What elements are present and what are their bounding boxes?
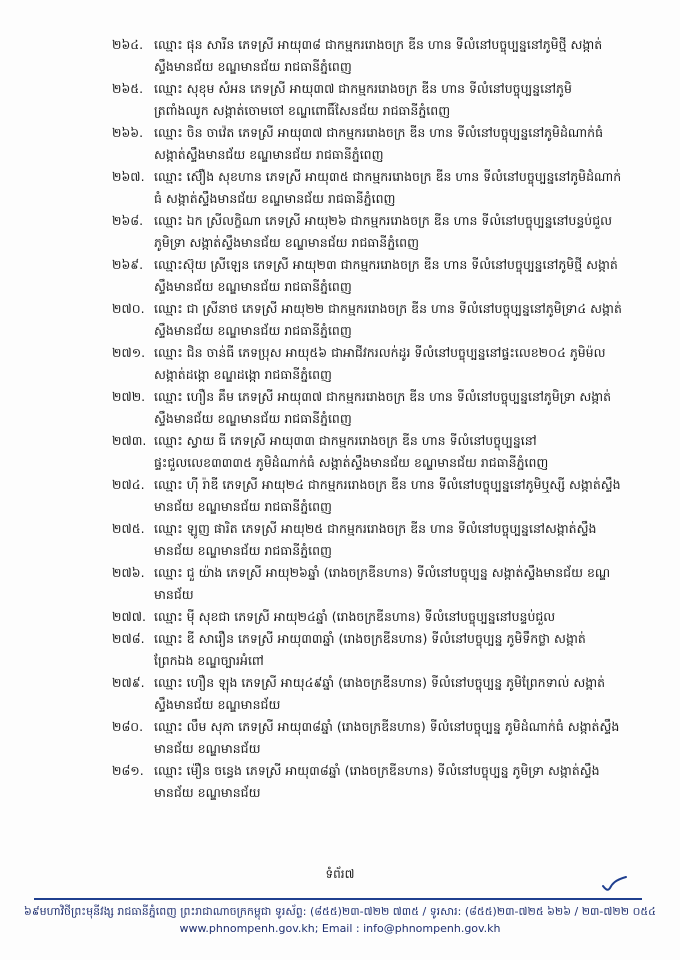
entry-number: ២៦៤. bbox=[112, 37, 144, 52]
entry-text: ឈ្មោះ លឹម សុភា ភេទស្រី អាយុ៣៨ឆ្នាំ (រោងចក្រឌីនហាន) ទីលំនៅបច្ចុប្បន្ន ភូមិដំណាក់ធំ សង្កាត់ស្ទឹងមានជ័យ ខណ្ឌមានជ័យ bbox=[154, 719, 620, 756]
list-item bbox=[112, 34, 622, 78]
list-item bbox=[112, 672, 622, 716]
footer-contact bbox=[0, 922, 680, 935]
entry-number: ២៧០. bbox=[112, 301, 145, 316]
entry-number: ២៦៩. bbox=[112, 257, 144, 272]
signature-mark bbox=[600, 874, 630, 894]
list-item bbox=[112, 760, 622, 804]
list-item bbox=[112, 628, 622, 672]
entry-number: ២៧២. bbox=[112, 389, 146, 404]
list-item bbox=[112, 474, 622, 518]
entry-number: ២៧១. bbox=[112, 345, 146, 360]
entry-list bbox=[112, 34, 622, 804]
list-item bbox=[112, 342, 622, 386]
entry-text: ឈ្មោះស៊ុយ ស្រីឡេន ភេទស្រី អាយុ២៣ ជាកម្មកររោងចក្រ ឌីន ហាន ទីលំនៅបច្ចុប្បន្ននៅភូមិថ្មី សង្កាត់ស្ទឹងមានជ័យ ខណ្ឌមានជ័យ រាជធានីភ្នំពេញ bbox=[154, 257, 618, 294]
entry-text: ឈ្មោះ ហឿន ឡុង ភេទស្រី អាយុ៤៩ឆ្នាំ (រោងចក្រឌីនហាន) ទីលំនៅបច្ចុប្បន្ន ភូមិព្រែកទាល់ សង្កាត់ស្ទឹងមានជ័យ ខណ្ឌមានជ័យ bbox=[154, 675, 606, 712]
list-item bbox=[112, 606, 622, 628]
entry-number: ២៧៤. bbox=[112, 477, 145, 492]
list-item bbox=[112, 78, 622, 122]
entry-text: ឈ្មោះ ជា ស្រីនាថ ភេទស្រី អាយុ២២ ជាកម្មកររោងចក្រ ឌីន ហាន ទីលំនៅបច្ចុប្បន្ននៅភូមិទ្រា៤ សង្កាត់ស្ទឹងមានជ័យ ខណ្ឌមានជ័យ រាជធានីភ្នំពេញ bbox=[154, 301, 622, 338]
entry-number: ២៦៦. bbox=[112, 125, 144, 140]
entry-number: ២៦៥. bbox=[112, 81, 144, 96]
entry-text: ឈ្មោះ ឯក ស្រីលក្ខិណា ភេទស្រី អាយុ២៦ ជាកម្មកររោងចក្រ ឌីន ហាន ទីលំនៅបច្ចុប្បន្ននៅបន្ទប់ជួល ភូមិទ្រា សង្កាត់ស្ទឹងមានជ័យ ខណ្ឌមានជ័យ រាជធានីភ្នំពេញ bbox=[154, 213, 613, 250]
entry-number: ២៧៦. bbox=[112, 565, 145, 580]
list-item bbox=[112, 562, 622, 606]
list-item bbox=[112, 122, 622, 166]
list-item bbox=[112, 716, 622, 760]
entry-text: ឈ្មោះ ស៊ឿង សុខហាន ភេទស្រី អាយុ៣៥ ជាកម្មកររោងចក្រ ឌីន ហាន ទីលំនៅបច្ចុប្បន្ននៅភូមិដំណាក់ធំ សង្កាត់ស្ទឹងមានជ័យ ខណ្ឌមានជ័យ រាជធានីភ្នំពេញ bbox=[154, 169, 622, 206]
entry-text: ឈ្មោះ ផុន សារីន ភេទស្រី អាយុ៣៨ ជាកម្មកររោងចក្រ ឌីន ហាន ទីលំនៅបច្ចុប្បន្ននៅភូមិថ្មី សង្កាត់ស្ទឹងមានជ័យ ខណ្ឌមានជ័យ រាជធានីភ្នំពេញ bbox=[154, 37, 603, 74]
entry-text: ឈ្មោះ ម៉ី សុខជា ភេទស្រី អាយុ២៤ឆ្នាំ (រោងចក្រឌីនហាន) ទីលំនៅបច្ចុប្បន្ននៅបន្ទប់ជួល bbox=[154, 609, 556, 624]
page-number: ទំព័រ៧ bbox=[325, 867, 355, 881]
list-item bbox=[112, 254, 622, 298]
entry-text: ឈ្មោះ ជិន ចាន់ធី ភេទប្រុស អាយុ៥៦ ជាអាជីវករលក់ដូរ ទីលំនៅបច្ចុប្បន្ននៅផ្ទះលេខ២០៤ ភូមិម៉ល សង្កាត់ដង្កោ ខណ្ឌដង្កោ រាជធានីភ្នំពេញ bbox=[154, 345, 606, 382]
entry-text: ឈ្មោះ ចិន ចាវ៉េត ភេទស្រី អាយុ៣៧ ជាកម្មកររោងចក្រ ឌីន ហាន ទីលំនៅបច្ចុប្បន្ននៅភូមិដំណាក់ធំ សង្កាត់ស្ទឹងមានជ័យ ខណ្ឌមានជ័យ រាជធានីភ្នំពេញ bbox=[154, 125, 604, 162]
list-item bbox=[112, 386, 622, 430]
entry-number: ២៧៨. bbox=[112, 631, 145, 646]
entry-number: ២៧៧. bbox=[112, 609, 146, 624]
footer-web: www.phnompenh.gov.kh; Email : bbox=[179, 922, 364, 935]
footer-address: ៦៩មហាវិថីព្រះមុនីវង្ស រាជធានីភ្នំពេញ ព្រះរាជាណាចក្រកម្ពុជា ទូរស័ព្ទ: (៨៥៥)២៣-៧២២ ៧៣៥ / ទូរសារ: (៨៥៥)២៣-៧២៥ ៦២៦ / ២៣-៧២២ ០៥៤ bbox=[24, 905, 656, 918]
list-item bbox=[112, 518, 622, 562]
entry-number: ២៦៧. bbox=[112, 169, 145, 184]
entry-text: ឈ្មោះ ហ៊ី រ៉ាឌី ភេទស្រី អាយុ២៤ ជាកម្មកររោងចក្រ ឌីន ហាន ទីលំនៅបច្ចុប្បន្ននៅភូមិឬស្សី សង្កាត់ស្ទឹងមានជ័យ ខណ្ឌមានជ័យ រាជធានីភ្នំពេញ bbox=[154, 477, 621, 514]
list-item bbox=[112, 298, 622, 342]
entry-number: ២៨០. bbox=[112, 719, 144, 734]
list-item bbox=[112, 210, 622, 254]
entry-text: ឈ្មោះ ម៉ឿន ចន្ធេង ភេទស្រី អាយុ៣៨ឆ្នាំ (រោងចក្រឌីនហាន) ទីលំនៅបច្ចុប្បន្ន ភូមិទ្រា សង្កាត់ស្ទឹងមានជ័យ ខណ្ឌមានជ័យ bbox=[154, 763, 600, 800]
entry-text: ឈ្មោះ ឌី សារឿន ភេទស្រី អាយុ៣៣ឆ្នាំ (រោងចក្រឌីនហាន) ទីលំនៅបច្ចុប្បន្ន ភូមិទឹកថ្លា សង្កាត់ព្រែកឯង ខណ្ឌច្បារអំពៅ bbox=[154, 631, 586, 668]
entry-text: ឈ្មោះ ស្វាយ ធី ភេទស្រី អាយុ៣៣ ជាកម្មកររោងចក្រ ឌីន ហាន ទីលំនៅបច្ចុប្បន្ននៅផ្ទះជួលលេខ៣៣៣៥ ភូមិដំណាក់ធំ សង្កាត់ស្ទឹងមានជ័យ ខណ្ឌមានជ័យ រាជធានីភ្នំពេញ bbox=[154, 433, 549, 470]
entry-text: ឈ្មោះ ជួ យ៉ាង ភេទស្រី អាយុ២៦ឆ្នាំ (រោងចក្រឌីនហាន) ទីលំនៅបច្ចុប្បន្ន សង្កាត់ស្ទឹងមានជ័យ ខណ្ឌមានជ័យ bbox=[154, 565, 611, 602]
footer-email: info@phnompenh.gov.kh bbox=[363, 922, 501, 935]
entry-number: ២៦៨. bbox=[112, 213, 144, 228]
entry-number: ២៧៣. bbox=[112, 433, 147, 448]
list-item bbox=[112, 430, 622, 474]
entry-number: ២៧៩. bbox=[112, 675, 145, 690]
list-item bbox=[112, 166, 622, 210]
entry-text: ឈ្មោះ សុខុម សំអន ភេទស្រី អាយុ៣៧ ជាកម្មកររោងចក្រ ឌីន ហាន ទីលំនៅបច្ចុប្បន្ននៅភូមិត្រពាំងឈូក សង្កាត់ចោមចៅ ខណ្ឌពោធិ៍សែនជ័យ រាជធានីភ្នំពេញ bbox=[154, 81, 572, 118]
entry-text: ឈ្មោះ ឡូញ ផារិត ភេទស្រី អាយុ២៥ ជាកម្មកររោងចក្រ ឌីន ហាន ទីលំនៅបច្ចុប្បន្ននៅសង្កាត់ស្ទឹងមានជ័យ ខណ្ឌមានជ័យ រាជធានីភ្នំពេញ bbox=[154, 521, 597, 558]
entry-number: ២៨១. bbox=[112, 763, 144, 778]
entry-text: ឈ្មោះ ហឿន គឹម ភេទស្រី អាយុ៣៧ ជាកម្មកររោងចក្រ ឌីន ហាន ទីលំនៅបច្ចុប្បន្ននៅភូមិទ្រា សង្កាត់ស្ទឹងមានជ័យ ខណ្ឌមានជ័យ រាជធានីភ្នំពេញ bbox=[154, 389, 612, 426]
entry-number: ២៧៥. bbox=[112, 521, 145, 536]
footer-rule bbox=[34, 898, 642, 900]
